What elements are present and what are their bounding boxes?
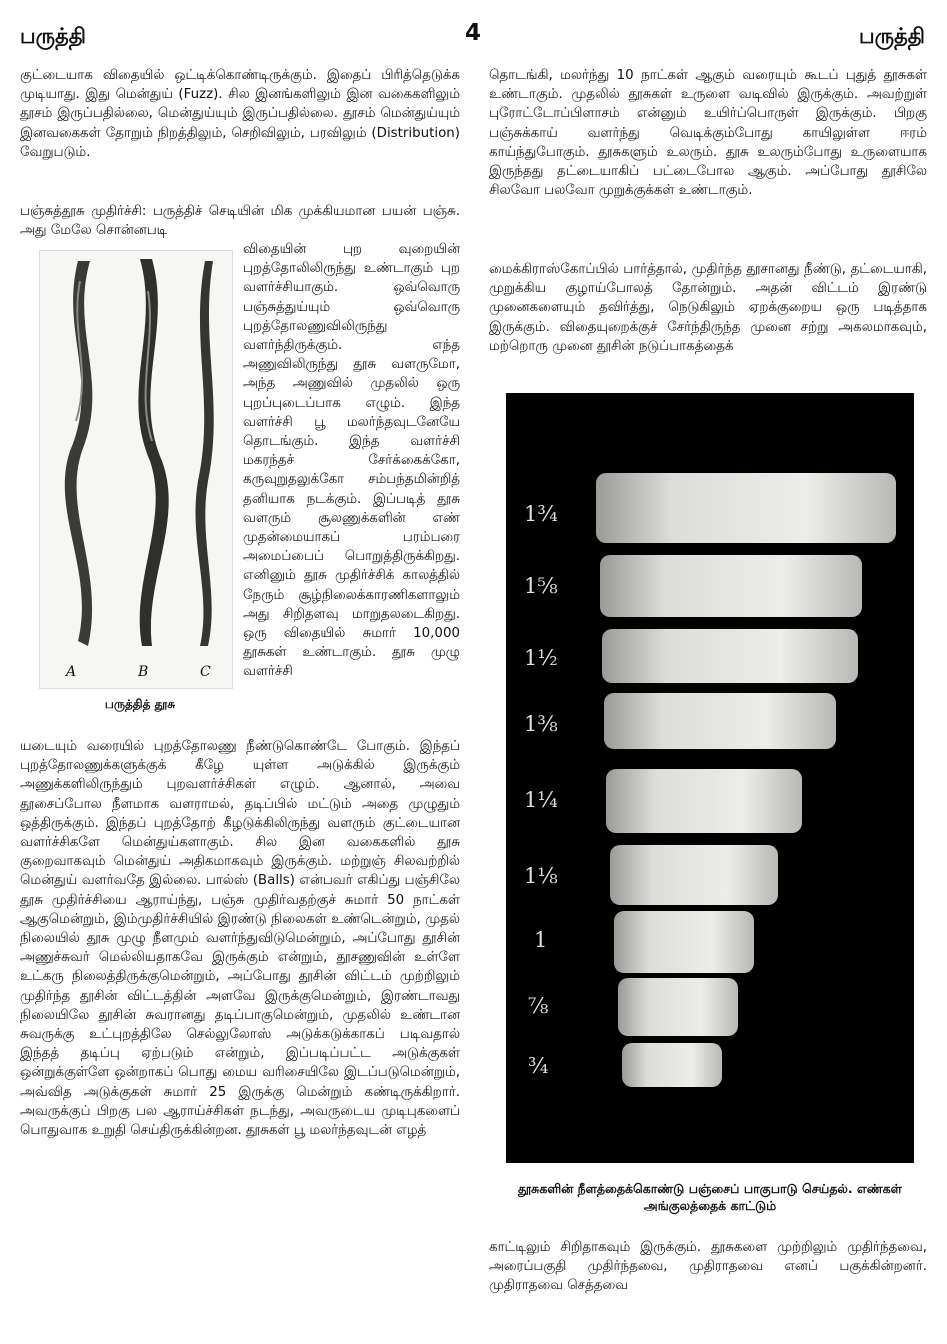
length-label-4: 1⅜ [524, 712, 558, 736]
fibre-label-b: B [138, 664, 149, 680]
fibre-label-a: A [66, 664, 77, 680]
figure2-caption: தூசுகளின் நீளத்தைக்கொண்டு பஞ்சைப் பாகுபாடு செய்தல். எண்கள் அங்குலத்தைக் காட்டும் [518, 1181, 902, 1213]
col2-paragraph-1: தொடங்கி, மலர்ந்து 10 நாட்கள் ஆகும் வரையும் கூடப் புதுத் தூசுகள் உண்டாகும். முதலில் தூசுகள் உருளை வடிவில் இருக்கும். அவற்றுள் புரோட்டோப்பிளாசம் என்னும் உயிர்ப்பொருள் இருக்கும். பிறகு பஞ்சுக்காய் வளர்ந்து வெடிக்கும்போது காயிலுள்ள ஈரம் காய்ந்துபோகும். தூசுகளும் உலரும். தூசு உலரும்போது உருளையாக இருந்தது தட்டையாகிப் பட்டைபோல ஆகும். அப்போது தூசிலே சிலவோ பலவோ முறுக்குக்கள் உண்டாகும். [489, 68, 927, 199]
cotton-fibre-illustration [40, 251, 232, 688]
staple-length-illustration [506, 393, 914, 1163]
length-label-2: 1⅝ [524, 574, 558, 598]
cotton-fibre-figure [39, 250, 233, 689]
length-label-3: 1½ [524, 646, 558, 670]
fibre-label-c: C [200, 664, 211, 680]
col1-paragraph-4: யடையும் வரையில் புறத்தோலணு நீண்டுகொண்டே போகும். இந்தப் புறத்தோலணுக்களுக்குக் கீழே யுள்ள அடுக்கில் இருக்கும் அணுக்களிலிருந்தும் புறவளர்ச்சிகள் எழும். ஆனால், அவை தூசைப்போல நீளமாக வளராமல், தடிப்பில் மட்டும் அதை முழுதும் ஒத்திருக்கும். இந்தப் புறத்தோற் கீழடுக்கிலிருந்து வளரும் குட்டையான வளர்ச்சிகளே மென்துய்களாகும். சில இன வகைகளில் தூசு குறைவாகவும் மென்துய் அதிகமாகவும் இருக்கும். மற்றுஞ் சிலவற்றில் மென்துய் வளர்வதே இல்லை. பால்ஸ் (Balls) என்பவர் எகிப்து பஞ்சிலே தூசு முதிர்ச்சியை ஆராய்ந்து, பஞ்சு முதிர்வதற்குச் சுமார் 50 நாட்கள் ஆகுமென்றும், இம்முதிர்ச்சியில் இரண்டு நிலைகள் உண்டென்றும், முதல் நிலையில் தூசு முழு நீளமும் வளர்ந்துவிடுமென்றும், அப்போது தூசின் அணுச்சுவர் மெல்லியதாகவே இருக்கும் என்றும், தூசணுவின் உள்ளே உட்கரு நிலைத்திருக்குமென்றும், அப்போது தூசின் விட்டம் முற்றிலும் முதிர்ந்த தூசின் விட்டத்தின் அளவே இருக்குமென்றும், இரண்டாவது நிலையிலே தூசின் சுவரானது தடிப்பாகுமென்றும், முதலில் உண்டான சுவருக்கு உட்புறத்திலே செல்லுலோஸ் அடுக்கடுக்காகப் படிவதால் இந்தத் தடிப்பு ஏற்படும் என்றும், இப்படிப்பட்ட அடுக்குகள் ஒன்றுக்குள்ளே ஒன்றாகப் பொது மைய வரிசையிலே இடப்படுமென்றும், அவ்வித அடுக்குகள் சுமார் 25 இருக்கு மென்றும் கண்டிருக்கிறார். அவருக்குப் பிறகு பல ஆராய்ச்சிகள் நடந்து, அவருடைய முடிபுகளைப் பொதுவாக உறுதி செய்திருக்கின்றன. தூசுகள் பூ மலர்ந்தவுடன் எழத் [20, 739, 460, 1139]
length-label-9: ¾ [528, 1054, 549, 1078]
length-label-1: 1¾ [524, 502, 558, 526]
staple-length-photo [506, 393, 914, 1163]
col2-paragraph-2: மைக்கிராஸ்கோப்பில் பார்த்தால், முதிர்ந்த தூசானது நீண்டு, தட்டையாகி, முறுக்கிய குழாய்போலத் தோன்றும். அதன் விட்டம் இரண்டு முனைகளையும் தவிர்த்து, நெடுகிலும் ஏறக்குறைய ஒரு படித்தாக இருக்கும். விதையுறைக்குச் சேர்ந்திருந்த முனை சற்று அகலமாகவும், மற்றொரு முனை தூசின் நடுப்பாகத்தைக் [489, 262, 927, 354]
length-label-8: ⅞ [528, 994, 549, 1018]
col2-paragraph-3: காட்டிலும் சிறிதாகவும் இருக்கும். தூசுகளை முற்றிலும் முதிர்ந்தவை, அரைப்பகுதி முதிர்ந்தவை, முதிராதவை எனப் பகுக்கின்றனர். முதிராதவை செத்தவை [489, 1240, 927, 1294]
length-label-5: 1¼ [524, 788, 558, 812]
header-right-title: பருத்தி [859, 24, 925, 48]
col1-paragraph-1: குட்டையாக விதையில் ஒட்டிக்கொண்டிருக்கும். இதைப் பிரித்தெடுக்க முடியாது. இது மென்துய் (Fuzz). சில இனங்களிலும் இன வகைகளிலும் தூசம் இருப்பதில்லை, மென்துய்யும் இருப்பதில்லை. தூசம் மென்துய்யும் இனவகைகள் தோறும் நிறத்திலும், செறிவிலும், பரவிலும் (Distribution) வேறுபடும். [20, 68, 460, 160]
col1-paragraph-3: விதையின் புற வுறையின் புறத்தோலிலிருந்து உண்டாகும் புற வளர்ச்சியாகும். ஒவ்வொரு பஞ்சுத்துய்யும் ஒவ்வொரு புறத்தோலணுவிலிருந்து வளர்ந்திருக்கும். எந்த அணுவிலிருந்து தூசு வளருமோ, அந்த அணுவில் முதலில் ஒரு புறப்புடைப்பாக எழும். இந்த வளர்ச்சி பூ மலர்ந்தவுடனேயே தொடங்கும். இந்த வளர்ச்சி மகரந்தச் சேர்க்கைக்கோ, கருவுறுதலுக்கோ சம்பந்தமின்றித் தனியாக நடக்கும். இப்படித் தூசு வளரும் சூலணுக்களின் எண் முதன்மையாகப் பரம்பரை அமைப்பைப் பொறுத்திருக்கிறது. எனினும் தூசு முதிர்ச்சிக் காலத்தில் நேரும் சூழ்நிலைக்காரணிகளாலும் அது சிறிதளவு மாறுதலடைகிறது. ஒரு விதையில் சுமார் 10,000 தூசுகள் உண்டாகும். தூசு முழு வளர்ச்சி [243, 242, 460, 680]
page-number: 4 [465, 20, 482, 46]
col1-paragraph-2: பஞ்சுத்தூசு முதிர்ச்சி: பருத்திச் செடியின் மிக முக்கியமான பயன் பஞ்சு. அது மேலே சொன்னபடி [20, 204, 460, 239]
figure1-caption: பருத்தித் தூசு [104, 697, 176, 711]
length-label-7: 1 [534, 928, 548, 952]
header-left-title: பருத்தி [20, 24, 86, 48]
length-label-6: 1⅛ [524, 864, 558, 888]
